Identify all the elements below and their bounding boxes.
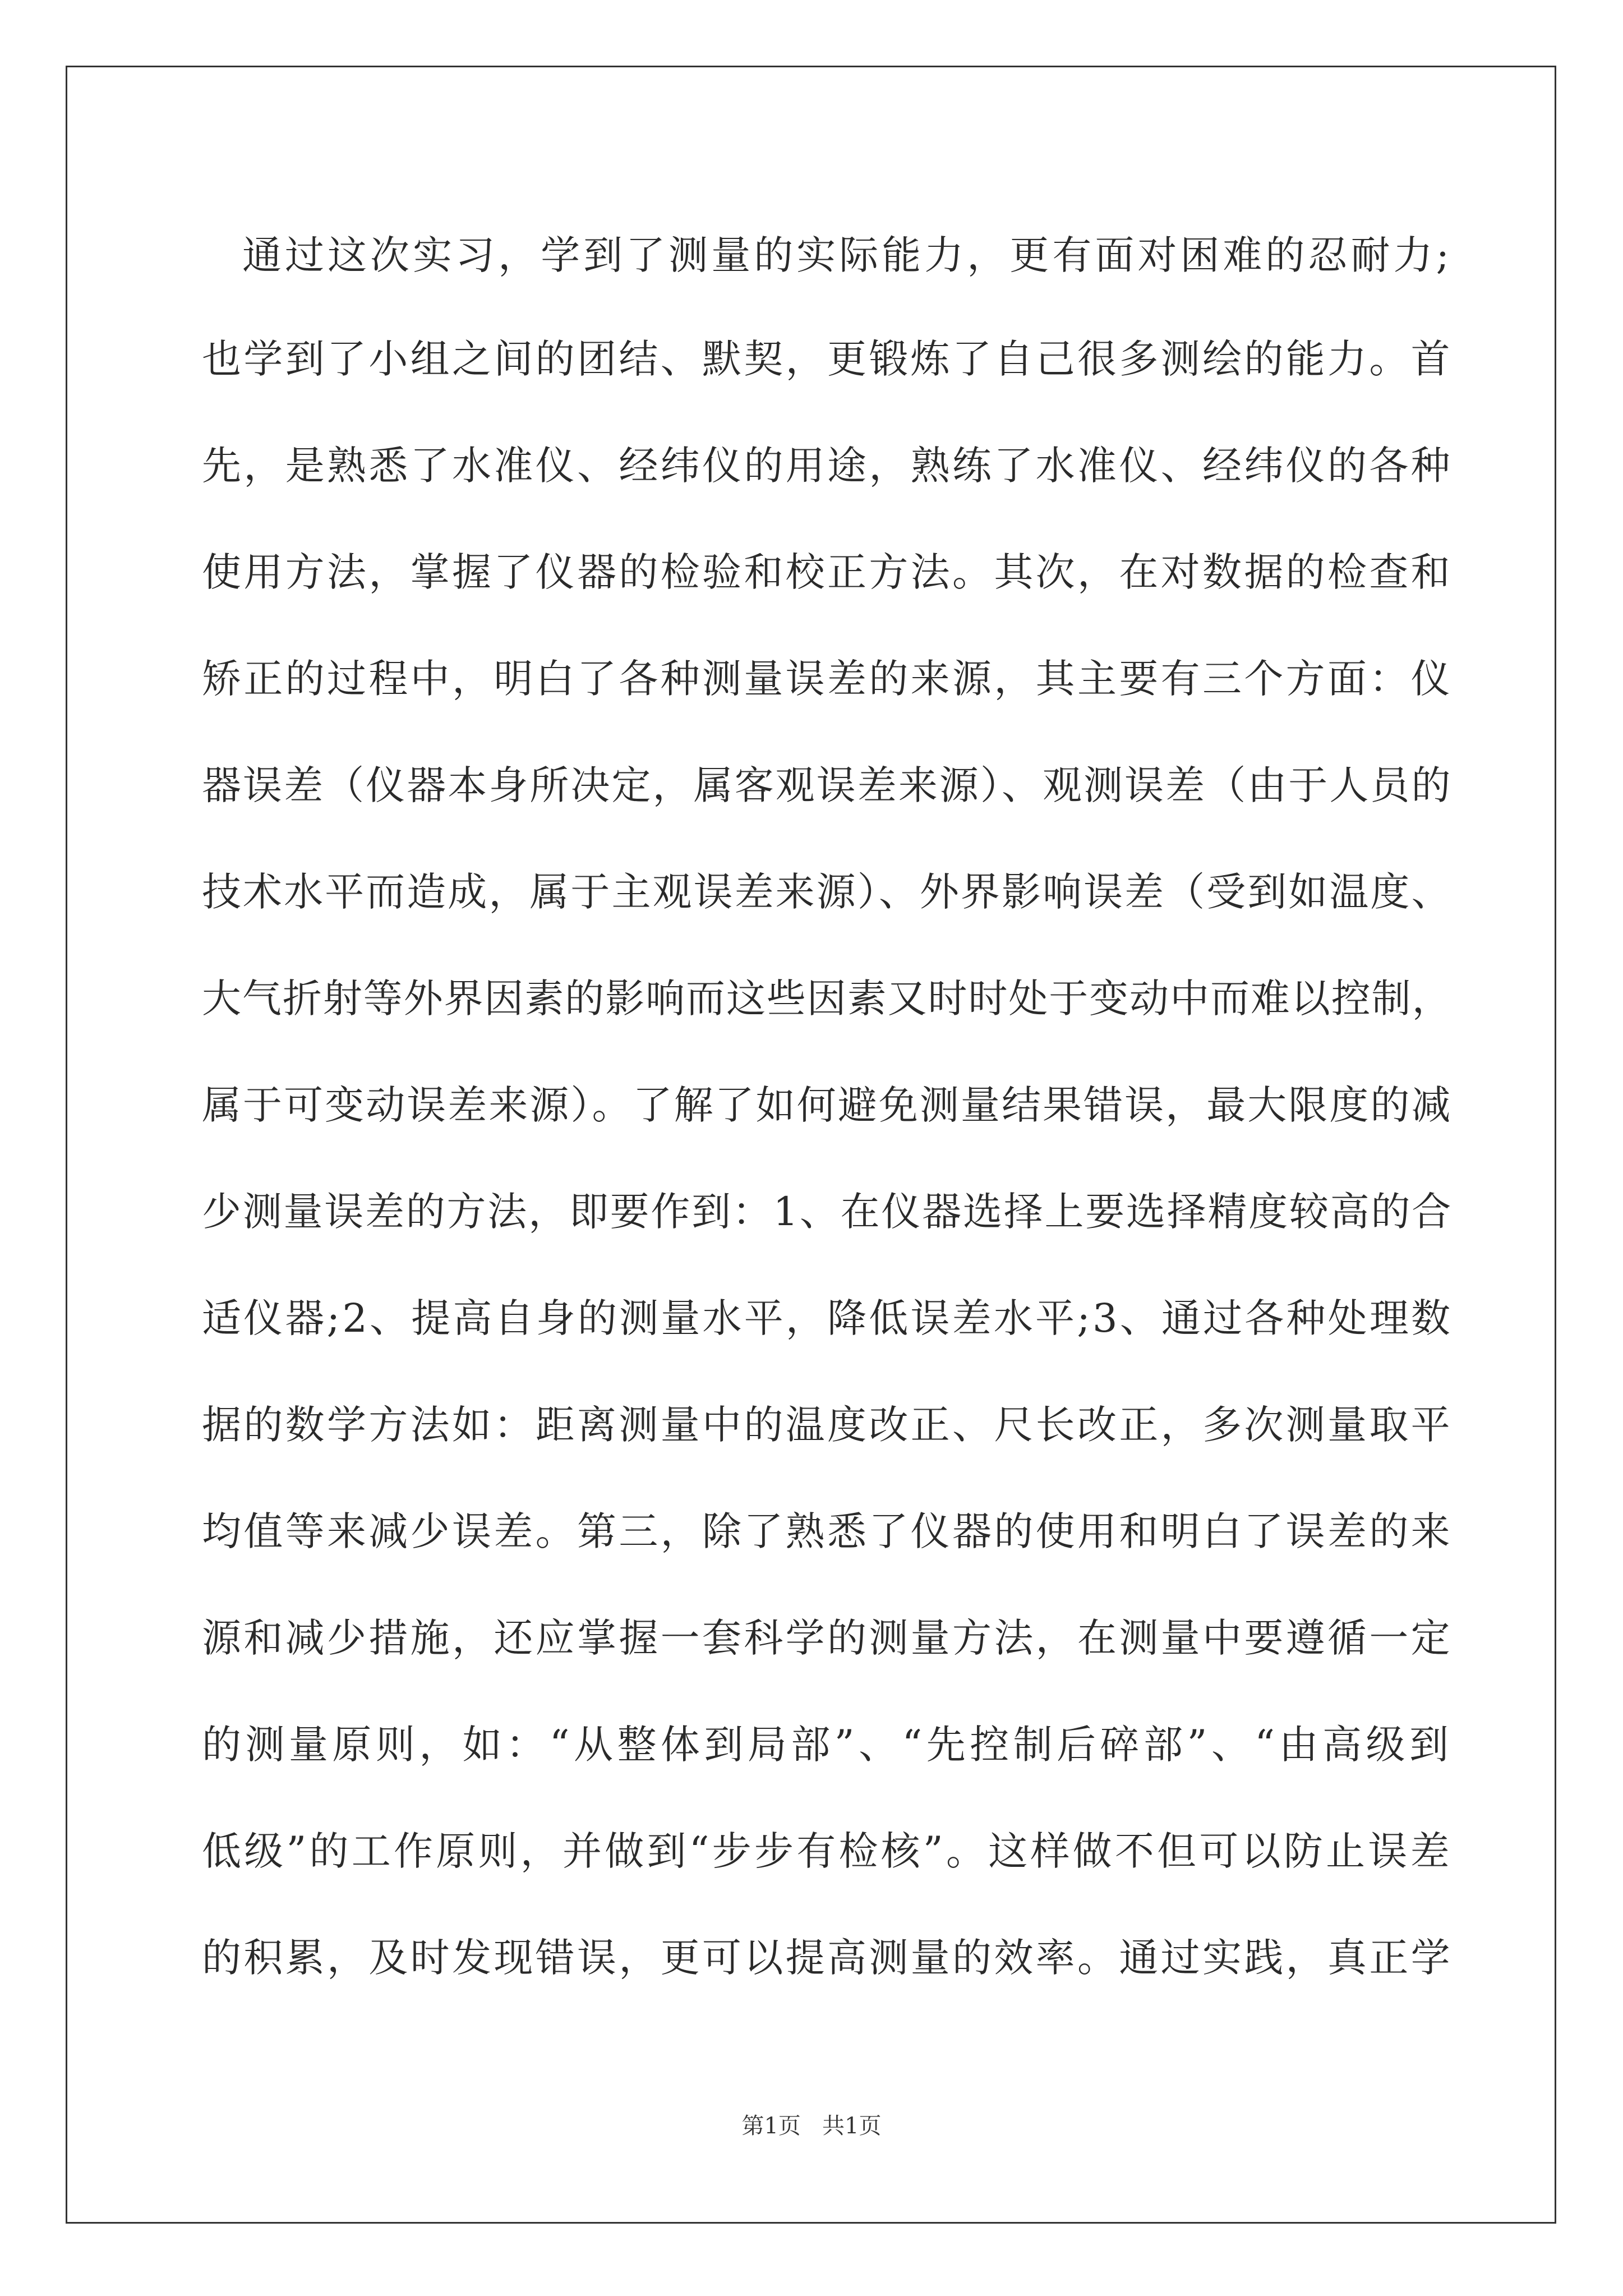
text-line: 少测量误差的方法，即要作到：1、在仪器选择上要选择精度较高的合	[202, 1189, 1453, 1235]
text-line: 低级”的工作原则，并做到“步步有检核”。这样做不但可以防止误差	[202, 1828, 1453, 1874]
text-line: 先，是熟悉了水准仪、经纬仪的用途，熟练了水准仪、经纬仪的各种	[202, 443, 1453, 489]
text-line: 大气折射等外界因素的影响而这些因素又时时处于变动中而难以控制，	[202, 976, 1453, 1022]
text-line: 使用方法，掌握了仪器的检验和校正方法。其次，在对数据的检查和	[202, 549, 1453, 595]
text-line: 据的数学方法如：距离测量中的温度改正、尺长改正，多次测量取平	[202, 1402, 1453, 1448]
text-line: 属于可变动误差来源）。了解了如何避免测量结果错误，最大限度的减	[202, 1082, 1453, 1128]
text-line: 的积累，及时发现错误，更可以提高测量的效率。通过实践，真正学	[202, 1935, 1453, 1981]
text-line: 也学到了小组之间的团结、默契，更锻炼了自己很多测绘的能力。首	[202, 336, 1453, 382]
text-line: 适仪器;2、提高自身的测量水平，降低误差水平;3、通过各种处理数	[202, 1295, 1453, 1341]
text-line: 源和减少措施，还应掌握一套科学的测量方法，在测量中要遵循一定	[202, 1615, 1453, 1661]
text-line: 的测量原则，如：“从整体到局部”、“先控制后碎部”、“由高级到	[202, 1722, 1453, 1768]
text-line: 矫正的过程中，明白了各种测量误差的来源，其主要有三个方面：仪	[202, 656, 1453, 702]
text-line: 通过这次实习，学到了测量的实际能力，更有面对困难的忍耐力;	[242, 232, 1453, 278]
text-line: 均值等来减少误差。第三，除了熟悉了仪器的使用和明白了误差的来	[202, 1508, 1453, 1554]
page-number-footer: 第1页 共1页	[741, 2113, 882, 2139]
page-border	[66, 66, 1556, 2224]
text-line: 器误差（仪器本身所决定，属客观误差来源）、观测误差（由于人员的	[202, 762, 1453, 808]
text-line: 技术水平而造成，属于主观误差来源）、外界影响误差（受到如温度、	[202, 869, 1453, 915]
